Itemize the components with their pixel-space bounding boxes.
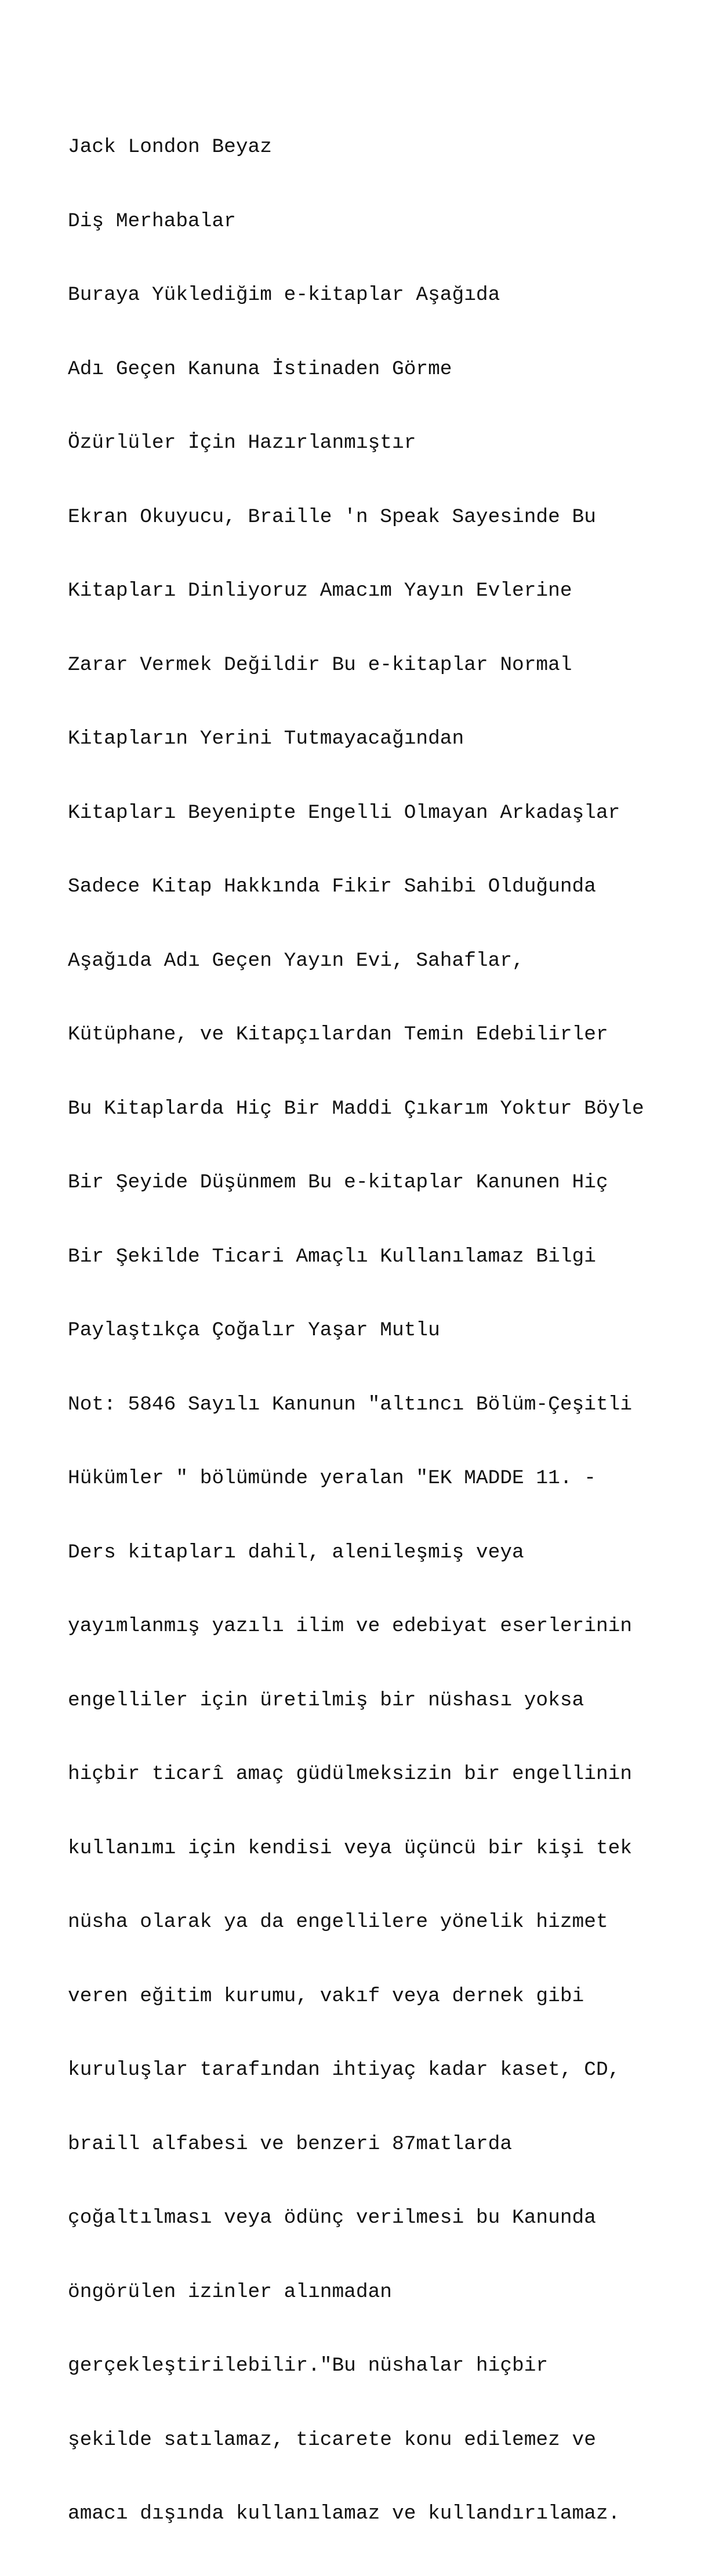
text-line: öngörülen izinler alınmadan xyxy=(68,2280,392,2303)
text-line: hiçbir ticarî amaç güdülmeksizin bir engellinin xyxy=(68,1763,633,1785)
text-line: Adı Geçen Kanuna İstinaden Görme xyxy=(68,357,452,381)
text-line: Bu Kitaplarda Hiç Bir Maddi Çıkarım Yoktur Böyle xyxy=(68,1097,644,1120)
text-line: braill alfabesi ve benzeri 87matlarda xyxy=(68,2132,513,2155)
text-line: gerçekleştirilebilir."Bu nüshalar hiçbir xyxy=(68,2354,549,2377)
text-line: veren eğitim kurumu, vakıf veya dernek gibi xyxy=(68,1984,584,2008)
text-line: Hükümler " bölümünde yeralan "EK MADDE 11. - xyxy=(68,1467,596,1490)
text-line: Diş Merhabalar xyxy=(68,209,236,233)
text-line: Sadece Kitap Hakkında Fikir Sahibi Olduğunda xyxy=(68,875,596,898)
text-line: nüsha olarak ya da engellilere yönelik hizmet xyxy=(68,1911,608,1933)
text-line: Zarar Vermek Değildir Bu e-kitaplar Normal xyxy=(68,653,572,676)
text-line: yayımlanmış yazılı ilim ve edebiyat eserlerinin xyxy=(68,1615,633,1637)
text-line: şekilde satılamaz, ticarete konu edilemez ve xyxy=(68,2428,596,2451)
text-line: Kitapların Yerini Tutmayacağından xyxy=(68,727,464,750)
text-line: Paylaştıkça Çoğalır Yaşar Mutlu xyxy=(68,1319,440,1342)
text-line: engelliler için üretilmiş bir nüshası yoksa xyxy=(68,1689,584,1712)
text-line: Ders kitapları dahil, alenileşmiş veya xyxy=(68,1541,524,1564)
text-line: Özürlüler İçin Hazırlanmıştır xyxy=(68,432,416,454)
text-line: Ekran Okuyucu, Braille 'n Speak Sayesinde Bu xyxy=(68,505,596,528)
text-line: kullanımı için kendisi veya üçüncü bir kişi tek xyxy=(68,1836,633,1860)
text-line: Jack London Beyaz xyxy=(68,136,272,158)
text-line: kuruluşlar tarafından ihtiyaç kadar kaset, CD, xyxy=(68,2059,620,2081)
text-line: Aşağıda Adı Geçen Yayın Evi, Sahaflar, xyxy=(68,949,524,972)
text-line: Bir Şekilde Ticari Amaçlı Kullanılamaz Bilgi xyxy=(68,1245,596,1268)
text-line: Not: 5846 Sayılı Kanunun "altıncı Bölüm-Çeşitli xyxy=(68,1393,633,1416)
text-line: Kütüphane, ve Kitapçılardan Temin Edebilirler xyxy=(68,1023,608,1046)
text-line: çoğaltılması veya ödünç verilmesi bu Kanunda xyxy=(68,2207,596,2229)
text-line: amacı dışında kullanılamaz ve kullandırılamaz. xyxy=(68,2502,620,2525)
text-line: Buraya Yüklediğim e-kitaplar Aşağıda xyxy=(68,284,500,306)
text-line: Kitapları Beyenipte Engelli Olmayan Arkadaşlar xyxy=(68,801,620,824)
body-text xyxy=(68,86,694,2576)
text-line: Kitapları Dinliyoruz Amacım Yayın Evlerine xyxy=(68,579,572,602)
text-line: Bir Şeyide Düşünmem Bu e-kitaplar Kanunen Hiç xyxy=(68,1171,608,1194)
